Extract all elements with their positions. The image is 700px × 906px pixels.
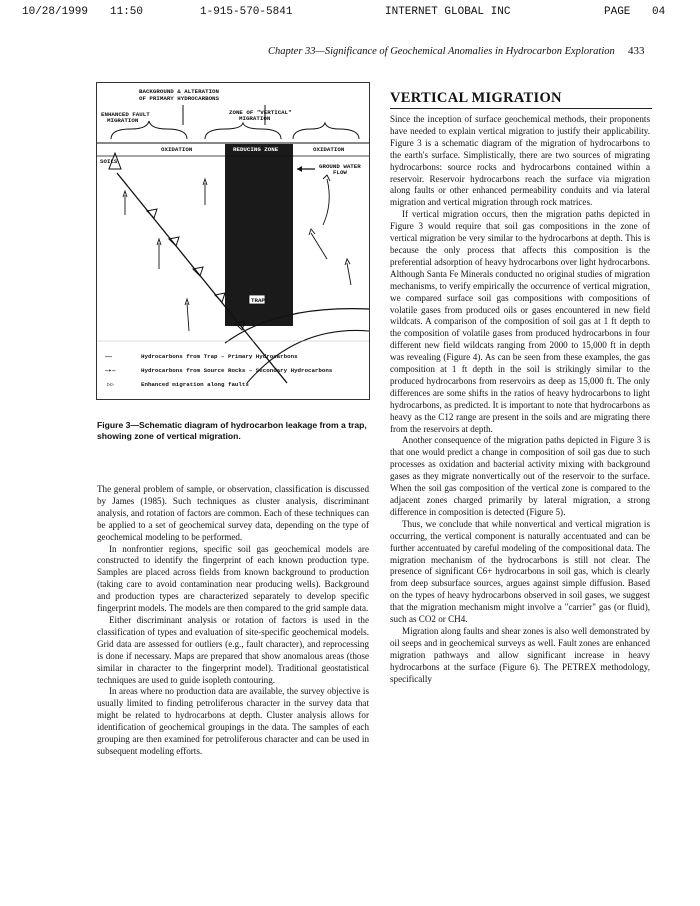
fig-right-label-2: MIGRATION [239, 115, 271, 122]
fig-top-label-1: BACKGROUND & ALTERATION [139, 88, 220, 95]
fig-legend-sym-2: —▸— [105, 367, 116, 374]
section-rule [390, 108, 652, 109]
fax-date: 10/28/1999 [22, 6, 89, 18]
fax-page-number: 04 [652, 6, 666, 18]
fig-top-label-2: OF PRIMARY HYDROCARBONS [139, 95, 220, 102]
fig-legend-sym-3: ▷▷ [107, 381, 114, 388]
right-paragraph: Since the inception of surface geochemical methods, their proponents have needed to explain vertical migration to justify their applicability. Figure 3 is a schematic diagram of the migration of hydrocarbons to the earth's surface. Simplistically, there are two sources of migrating hydrocarbons: source rocks and hydrocarbons contained within a reservoir. Reservoir hydrocarbons reach the surface via migration along faults or other enhanced permeability conduits and via lateral migration and vertical migration through rock matrices. [390, 114, 650, 208]
right-paragraph: Migration along faults and shear zones is also well demonstrated by oil seeps and in geochemical surveys as well. Fault zones are enhanced migration pathways and allow significant increase in heavy hydrocarbons at the surface (Figure 6). The PETREX methodology, specifically [390, 625, 650, 684]
running-head: Chapter 33—Significance of Geochemical Anomalies in Hydrocarbon Exploration [268, 46, 615, 57]
fig-left-label-1: ENHANCED FAULT [101, 111, 150, 118]
fig-groundwater-2: FLOW [333, 169, 347, 176]
fig-legend-sym-1: —— [105, 353, 112, 360]
fax-page-label: PAGE [604, 6, 631, 18]
figure-diagram [97, 83, 369, 399]
fig-groundwater-arrowhead [297, 166, 302, 172]
fax-phone: 1-915-570-5841 [200, 6, 293, 18]
fig-soils-label: SOILS [100, 158, 118, 165]
fig-legend-text-2: Hydrocarbons from Source Rocks – Secondary Hydrocarbons [141, 367, 333, 374]
fig-reducing-zone-label: REDUCING ZONE [233, 146, 279, 153]
right-column [390, 114, 650, 686]
fig-legend-text-1: Hydrocarbons from Trap – Primary Hydrocarbons [141, 353, 298, 360]
left-paragraph: The general problem of sample, or observation, classification is discussed by James (1985). Such techniques as cluster analysis, discriminant analysis, and rotation of factors are common. Each of these techniques can be applied to a set of geochemical survey data, depending on the type of geochemical modeling to be performed. [97, 484, 369, 542]
fig-right-label-1: ZONE OF "VERTICAL" [229, 109, 292, 116]
fax-header [0, 6, 700, 20]
fig-legend-text-3: Enhanced migration along faults [141, 381, 249, 388]
fax-time: 11:50 [110, 6, 144, 18]
left-paragraph: Either discriminant analysis or rotation of factors is used in the classification of types and evaluation of site-specific geochemical models. Grid data are assessed for outliers (e.g., fault character), and reprocessing is done if necessary. Maps are prepared that show anomalous areas (those similar in character to the fingerprint model). Traditional geostatistical techniques are used to guide isopleth contouring. [97, 614, 369, 685]
left-column [97, 484, 369, 758]
left-paragraph: In nonfrontier regions, specific soil gas geochemical models are constructed to identify the fingerprint of each known production type. Samples are placed across fields from known background to production (taking care to avoid contamination near producing wells). Background and production types are characterized separately to develop specific fingerprint models. The models are then compared to the grid sample data. [97, 543, 369, 614]
fig-left-label-2: MIGRATION [107, 117, 139, 124]
right-paragraph: Another consequence of the migration paths depicted in Figure 3 is that one would predict a change in composition of soil gas due to such processes as oxidation and bacterial activity mixing with background gases as they migrate nonvertically out of the reservoir to the surface. When the soil gas composition of the vertical zone is compared to the adjacent zones charged primarily by lateral migration, a strong difference in composition is detected (Figure 5). [390, 435, 650, 517]
figure-3 [96, 82, 370, 400]
left-paragraph: In areas where no production data are available, the survey objective is usually limited to finding petroliferous character in the survey data that might be related to hydrocarbons at depth. Cluster analysis allows for identification of geochemical groupings in the data. The samples of each grouping are then examined for petroliferous character and can be used in subsequent modeling efforts. [97, 686, 369, 756]
page-number: 433 [628, 45, 645, 57]
fig-oxidation-right: OXIDATION [313, 146, 345, 153]
fax-sender: INTERNET GLOBAL INC [385, 6, 511, 18]
fig-oxidation-left: OXIDATION [161, 146, 193, 153]
fig-trap-label: TRAP [251, 297, 265, 304]
figure-caption: Figure 3—Schematic diagram of hydrocarbon leakage from a trap, showing zone of vertical migration. [97, 420, 367, 441]
right-paragraph: If vertical migration occurs, then the migration paths depicted in Figure 3 would require that soil gas compositions in the zone of vertical migration be very similar to the hydrocarbons at depth. This is because the only process that affects this composition is the preferential adsorption of heavy hydrocarbons over light hydrocarbons. Although Santa Fe Minerals conducted no original studies of migration mechanisms, to verify empirically the occurrence of vertical migration, we compared surface soil gas compositions with compositions of volatile gases from produced oils or gases encountered in new field wildcats. A comparison of the composition of soil gas at 1 ft depth to the composition of volatile gases from produced hydrocarbons in four different new field wildcats ranging from 2000 to 15,000 ft in depth was revealing (Figure 4). As can be seen from these examples, the gas composition at 1 ft depth in the soil is strikingly similar to the produced hydrocarbons from reservoirs as deep as 15,000 ft. The only differences are some shifts in the ratios of heavy hydrocarbons to light hydrocarbons, as predicted. It is important to note that hydrocarbons as heavy as the C12 range are present in the soils and are migrating there from the reservoirs at depth. [390, 209, 650, 434]
fig-groundwater-1: GROUND WATER [319, 163, 361, 170]
section-heading: VERTICAL MIGRATION [390, 90, 562, 106]
right-paragraph: Thus, we conclude that while nonvertical and vertical migration is occurring, the vertical component is naturally accentuated and can be further accentuated by careful modeling of the compositional data. The migration mechanism of the hydrocarbons is still not clear. The presence of significant C6+ hydrocarbons in soil gas, which is clearly from deep subsurface sources, argues against simple diffusion. Based on the types of heavy hydrocarbons observed in soil gases, we suggest that the migration mechanism might involve a "carrier" gas (or fluid), such as CO2 or CH4. [390, 518, 650, 625]
